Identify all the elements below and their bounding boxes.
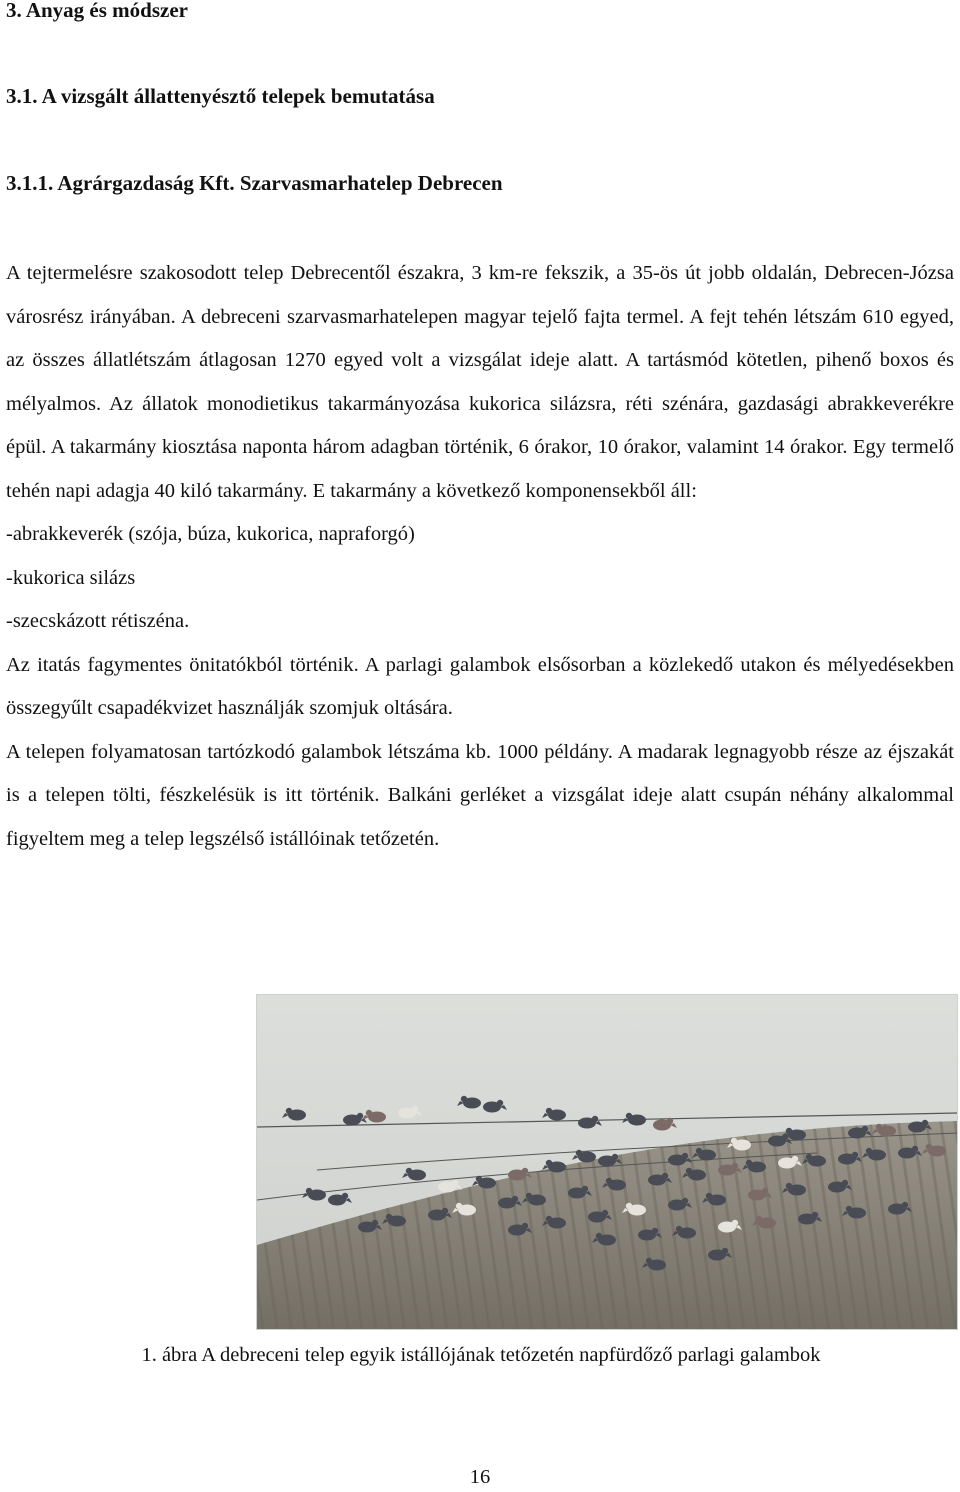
chapter-heading: 3. Anyag és módszer xyxy=(6,0,188,22)
paragraph-telep: A tejtermelésre szakosodott telep Debrecentől északra, 3 km-re fekszik, a 35-ös út jobb oldalán, Debrecen-Józsa városrész irányában. A debreceni szarvasmarhatelepen magyar tejelő fajta termel. A fejt tehén létszám 610 egyed, az összes állatlétszám átlagosan 1270 egyed volt a vizsgálat ideje alatt. A tartásmód kötetlen, pihenő boxos és mélyalmos. Az állatok monodietikus takarmányozása kukorica silázsra, réti szénára, gazdasági abrakkeverékre épül. A takarmány kiosztása naponta három adagban történik, 6 órakor, 10 órakor, valamint 14 órakor. Egy termelő tehén napi adagja 40 kiló takarmány. E takarmány a következő komponensekből áll: xyxy=(6,262,954,502)
paragraph-galambok: A telepen folyamatosan tartózkodó galambok létszáma kb. 1000 példány. A madarak legnagyobb része az éjszakát is a telepen tölti, fészkelésük is itt történik. Balkáni gerléket a vizsgálat ideje alatt csupán néhány alkalommal figyeltem meg a telep legszélső istállóinak tetőzetén. xyxy=(6,740,954,850)
figure-caption: 1. ábra A debreceni telep egyik istállójának tetőzetén napfürdőző parlagi galambok xyxy=(141,1344,821,1366)
section-heading: 3.1. A vizsgált állattenyésztő telepek bemutatása xyxy=(6,84,435,108)
subsection-heading: 3.1.1. Agrárgazdaság Kft. Szarvasmarhatelep Debrecen xyxy=(6,171,503,195)
photo-illustration xyxy=(257,995,957,1329)
list-item: -abrakkeverék (szója, búza, kukorica, napraforgó) xyxy=(6,523,415,545)
list-item: -kukorica silázs xyxy=(6,566,136,589)
list-item: -szecskázott rétiszéna. xyxy=(6,610,190,632)
pigeon-roof-photo xyxy=(256,994,958,1330)
paragraph-itatas: Az itatás fagymentes önitatókból történik. A parlagi galambok elsősorban a közlekedő utakon és mélyedésekben összegyűlt csapadékvizet használják szomjuk oltására. xyxy=(6,653,954,719)
body-text xyxy=(6,252,954,861)
page-number: 16 xyxy=(469,1466,491,1488)
